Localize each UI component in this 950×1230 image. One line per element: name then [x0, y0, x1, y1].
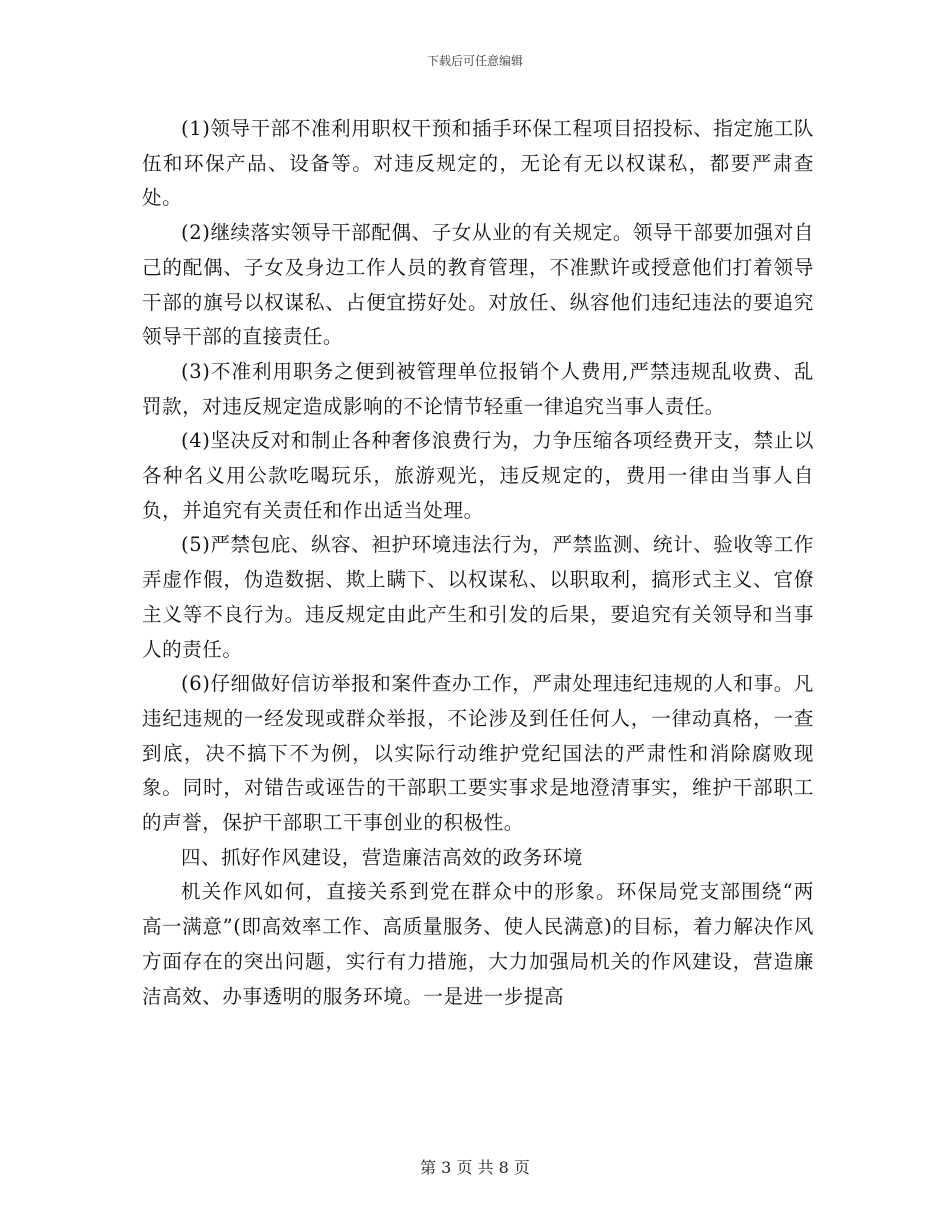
paragraph-7: 机关作风如何，直接关系到党在群众中的形象。环保局党支部围绕“两高一满意”(即高效率工作、高质量服务、使人民满意)的目标，着力解决作风方面存在的突出问题，实行有力措施，大力加强局机关的作风建设，营造廉洁高效、办事透明的服务环境。一是进一步提高 — [142, 880, 814, 1008]
paragraph-4: (4)坚决反对和制止各种奢侈浪费行为，力争压缩各项经费开支，禁止以各种名义用公款吃喝玩乐，旅游观光，违反规定的，费用一律由当事人自负，并追究有关责任和作出适当处理。 — [142, 429, 814, 522]
paragraph-2: (2)继续落实领导干部配偶、子女从业的有关规定。领导干部要加强对自己的配偶、子女及身边工作人员的教育管理，不准默许或授意他们打着领导干部的旗号以权谋私、占便宜捞好处。对放任、纵容他们违纪违法的要追究领导干部的直接责任。 — [142, 221, 814, 349]
paragraph-6: (6)仔细做好信访举报和案件查办工作，严肃处理违纪违规的人和事。凡违纪违规的一经发现或群众举报，不论涉及到任任何人，一律动真格，一查到底，决不搞下不为例，以实际行动维护党纪国法的严肃性和消除腐败现象。同时，对错告或诬告的干部职工要实事求是地澄清事实，维护干部职工的声誉，保护干部职工干事创业的积极性。 — [142, 672, 814, 835]
page-header: 下载后可任意编辑 — [426, 54, 523, 68]
page-footer: 第 3 页 共 8 页 — [420, 1158, 530, 1177]
paragraph-3: (3)不准利用职务之便到被管理单位报销个人费用,严禁违规乱收费、乱罚款，对违反规定造成影响的不论情节轻重一律追究当事人责任。 — [142, 359, 814, 418]
paragraph-1: (1)领导干部不准利用职权干预和插手环保工程项目招投标、指定施工队伍和环保产品、设备等。对违反规定的，无论有无以权谋私，都要严肃查处。 — [142, 117, 814, 210]
paragraph-5: (5)严禁包庇、纵容、袒护环境违法行为，严禁监测、统计、验收等工作弄虚作假，伪造数据、欺上瞒下、以权谋私、以职取利，搞形式主义、官僚主义等不良行为。违反规定由此产生和引发的后果，要追究有关领导和当事人的责任。 — [142, 533, 814, 661]
document-body — [142, 112, 814, 1014]
section-heading: 四、抓好作风建设，营造廉洁高效的政务环境 — [181, 845, 584, 869]
